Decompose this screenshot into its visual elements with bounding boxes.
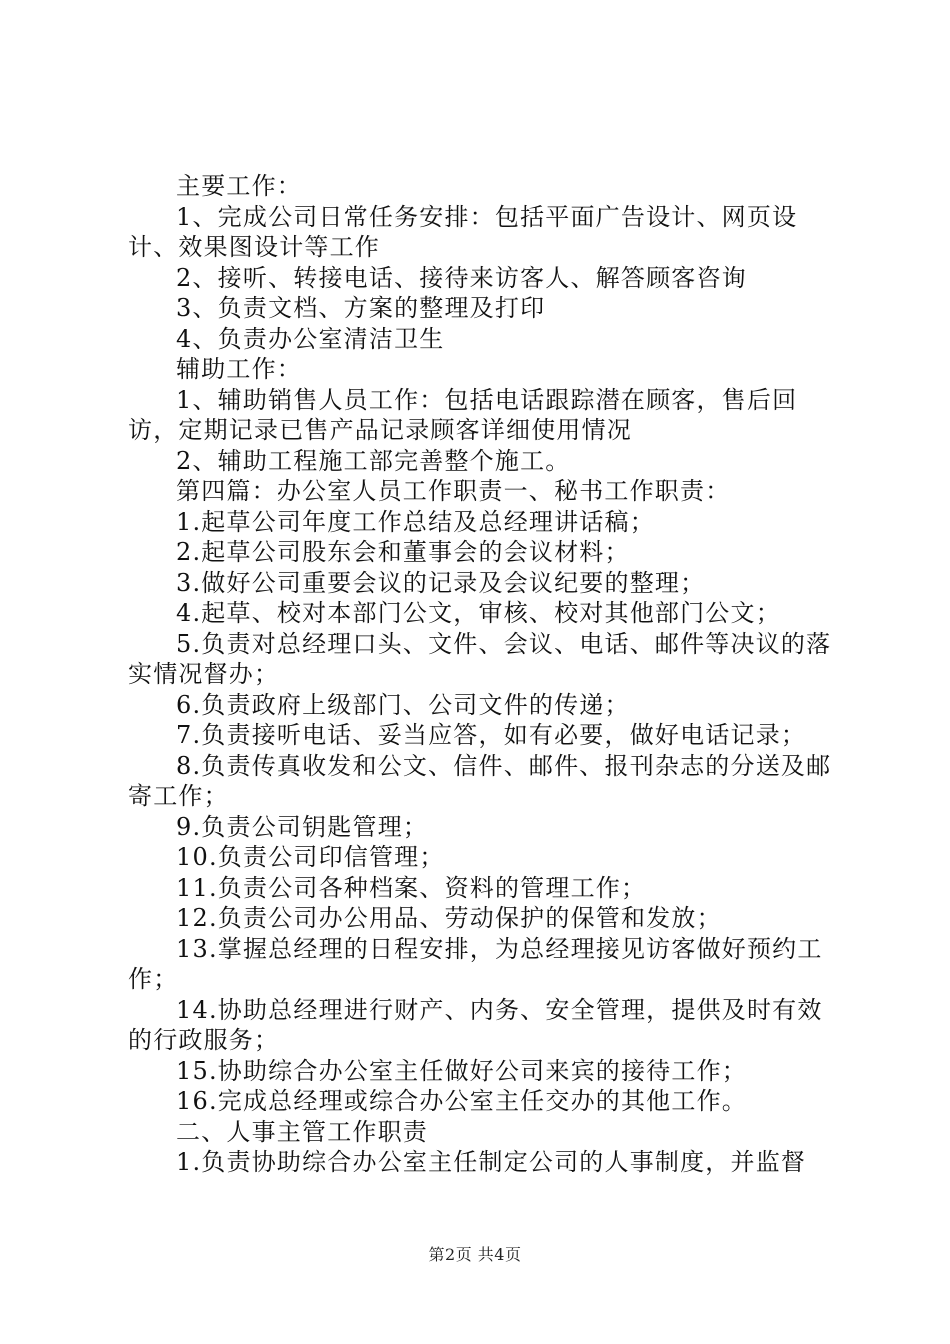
paragraph: 1、辅助销售人员工作：包括电话跟踪潜在顾客，售后回访，定期记录已售产品记录顾客详细使用情况	[128, 385, 798, 444]
paragraph: 2.起草公司股东会和董事会的会议材料；	[176, 538, 630, 566]
paragraph: 1.负责协助综合办公室主任制定公司的人事制度，并监督	[176, 1148, 807, 1176]
paragraph: 9.负责公司钥匙管理；	[176, 812, 429, 841]
paragraph: 10.负责公司印信管理；	[176, 843, 445, 871]
paragraph: 8.负责传真收发和公文、信件、邮件、报刊杂志的分送及邮寄工作；	[128, 751, 832, 810]
paragraph: 2、辅助工程施工部完善整个施工。	[176, 446, 571, 475]
paragraph: 13.掌握总经理的日程安排，为总经理接见访客做好预约工作；	[128, 934, 823, 993]
paragraph: 12.负责公司办公用品、劳动保护的保管和发放；	[176, 904, 722, 932]
document-body	[128, 171, 838, 1178]
paragraph: 5.负责对总经理口头、文件、会议、电话、邮件等决议的落实情况督办；	[128, 629, 832, 688]
paragraph: 第四篇：办公室人员工作职责一、秘书工作职责：	[176, 477, 731, 505]
paragraph: 2、接听、转接电话、接待来访客人、解答顾客咨询	[176, 263, 747, 292]
page-number-footer: 第2页 共4页	[428, 1245, 522, 1264]
paragraph: 4、负责办公室清洁卫生	[176, 324, 445, 353]
paragraph: 主要工作：	[176, 172, 302, 200]
paragraph: 11.负责公司各种档案、资料的管理工作；	[176, 873, 647, 902]
paragraph: 15.协助综合办公室主任做好公司来宾的接待工作；	[176, 1056, 747, 1085]
paragraph: 16.完成总经理或综合办公室主任交办的其他工作。	[176, 1087, 747, 1115]
paragraph: 7.负责接听电话、妥当应答，如有必要，做好电话记录；	[176, 721, 807, 749]
paragraph: 1.起草公司年度工作总结及总经理讲话稿；	[176, 507, 655, 536]
paragraph: 6.负责政府上级部门、公司文件的传递；	[176, 690, 630, 719]
paragraph: 14.协助总经理进行财产、内务、安全管理，提供及时有效的行政服务；	[128, 995, 823, 1054]
paragraph: 4.起草、校对本部门公文，审核、校对其他部门公文；	[176, 599, 781, 627]
paragraph: 3、负责文档、方案的整理及打印	[176, 294, 546, 322]
paragraph: 1、完成公司日常任务安排：包括平面广告设计、网页设计、效果图设计等工作	[128, 202, 798, 261]
paragraph: 3.做好公司重要会议的记录及会议纪要的整理；	[176, 568, 706, 597]
paragraph: 二、人事主管工作职责	[176, 1117, 428, 1146]
paragraph: 辅助工作：	[176, 355, 302, 383]
